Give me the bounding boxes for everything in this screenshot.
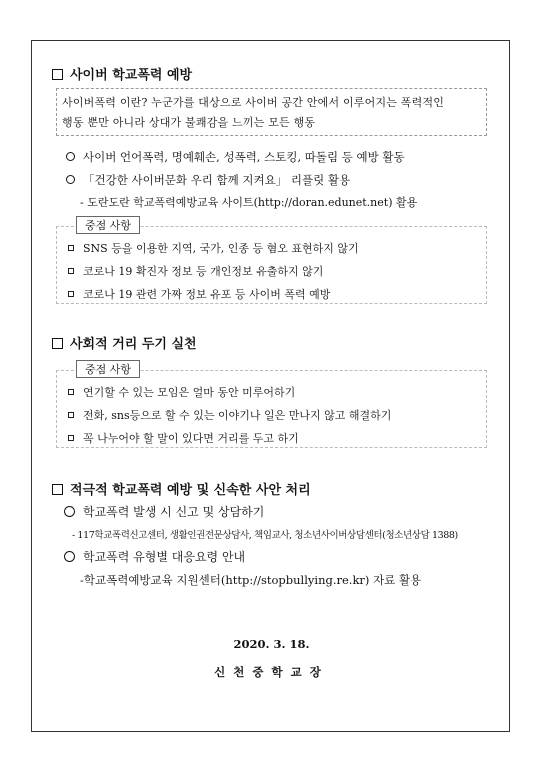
section3-heading: 적극적 학교폭력 예방 및 신속한 사안 처리 (70, 483, 311, 498)
section3-item-2-text: 학교폭력 유형별 대응요령 안내 (83, 550, 246, 564)
square-bullet-icon (68, 435, 74, 441)
section1-focus-item-3 (68, 286, 330, 302)
section2-heading: 사회적 거리 두기 실천 (70, 337, 197, 352)
checkbox-icon (52, 69, 63, 80)
section1-item-2-text: 「건강한 사이버문화 우리 함께 지켜요」 리플릿 활용 (83, 173, 351, 187)
section3-item-1 (64, 503, 264, 520)
section2-focus-item-1-text: 연기할 수 있는 모임은 얼마 동안 미루어하기 (83, 386, 296, 399)
square-bullet-icon (68, 412, 74, 418)
section3-sub-2: -학교폭력예방교육 지원센터(http://stopbullying.re.kr) 자료 활용 (80, 573, 422, 587)
section1-heading-row (52, 64, 192, 83)
school-principal: 신천중학교장 (214, 665, 329, 679)
section3-item-2 (64, 548, 245, 565)
checkbox-icon (52, 484, 63, 495)
definition-line-1: 사이버폭력 이란? 누군가를 대상으로 사이버 공간 안에서 이루어지는 폭력적인 (62, 96, 445, 109)
section3-sub-1: - 117학교폭력신고센터, 생활인권전문상담사, 책임교사, 청소년사이버상담센터(청소년상담 1388) (72, 530, 458, 541)
section2-focus-item-1 (68, 384, 295, 400)
section2-focus-item-3 (68, 430, 299, 446)
document-date: 2020. 3. 18. (233, 637, 310, 651)
section1-focus-item-3-text: 코로나 19 관련 가짜 정보 유포 등 사이버 폭력 예방 (83, 288, 331, 301)
section2-heading-row (52, 333, 197, 352)
section3-heading-row (52, 479, 311, 498)
circle-bullet-icon (66, 152, 75, 161)
section1-focus-item-2-text: 코로나 19 확진자 정보 등 개인정보 유출하지 않기 (83, 265, 324, 278)
section2-focus-item-2 (68, 407, 391, 423)
square-bullet-icon (68, 389, 74, 395)
section1-sub: - 도란도란 학교폭력예방교육 사이트(http://doran.edunet.net) 활용 (80, 196, 418, 209)
section1-focus-item-1-text: SNS 등을 이용한 지역, 국가, 인종 등 혐오 표현하지 않기 (83, 242, 359, 255)
circle-bullet-icon (64, 506, 75, 517)
section1-focus-item-1 (68, 240, 359, 256)
square-bullet-icon (68, 268, 74, 274)
section1-focus-item-2 (68, 263, 323, 279)
checkbox-icon (52, 338, 63, 349)
section1-heading: 사이버 학교폭력 예방 (70, 68, 193, 83)
circle-bullet-icon (66, 175, 75, 184)
definition-line-2: 행동 뿐만 아니라 상대가 불쾌감을 느끼는 모든 행동 (62, 116, 316, 129)
circle-bullet-icon (64, 551, 75, 562)
section1-item-1-text: 사이버 언어폭력, 명예훼손, 성폭력, 스토킹, 따돌림 등 예방 활동 (83, 150, 405, 164)
section1-item-2 (66, 172, 350, 188)
square-bullet-icon (68, 291, 74, 297)
section2-focus-item-3-text: 꼭 나누어야 할 말이 있다면 거리를 두고 하기 (83, 432, 299, 445)
section1-focus-label: 중점 사항 (76, 216, 140, 234)
section1-item-1 (66, 149, 405, 165)
section3-item-1-text: 학교폭력 발생 시 신고 및 상담하기 (83, 505, 265, 519)
square-bullet-icon (68, 245, 74, 251)
section2-focus-label: 중점 사항 (76, 360, 140, 378)
section2-focus-item-2-text: 전화, sns등으로 할 수 있는 이야기나 일은 만나지 않고 해결하기 (83, 409, 392, 422)
